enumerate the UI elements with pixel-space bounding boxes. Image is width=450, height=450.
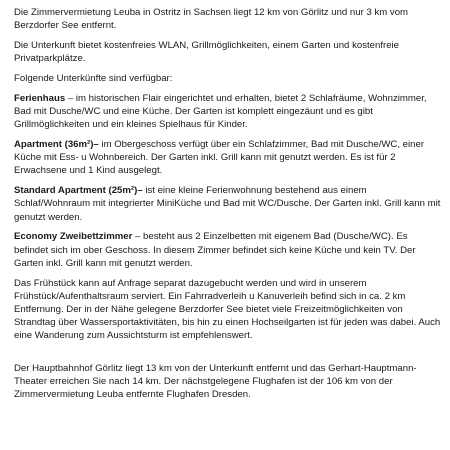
breakfast-paragraph: Das Frühstück kann auf Anfrage separat dazugebucht werden und wird in unserem Frühstück/Aufenthaltsraum serviert. Ein Fahrradverleih u Kanuverleih befind sich in ca. 2 km Entfernung. Der in der Nähe gelegene Berzdorfer See bietet viele Freizeitmöglichkeiten von Strandtag über Wassersportaktivitäten, bis hin zu einen Hochseilgarten ist für jeden was dabei. Auch eine Wanderung zum Aussichtsturm ist empfehlenswert. bbox=[14, 277, 441, 342]
unit-description: – im historischen Flair eingerichtet und erhalten, bietet 2 Schlafräume, Wohnzimmer, Bad mit Dusche/WC und eine Küche. Der Garten ist komplett eingezäunt und es gibt Grillmöglichkeiten und ein kleines Spielhaus für Kinder. bbox=[14, 92, 427, 131]
unit-ferienhaus bbox=[14, 92, 442, 132]
unit-name: Standard Apartment (25m²)– bbox=[14, 185, 143, 197]
units-heading: Folgende Unterkünfte sind verfügbar: bbox=[14, 73, 173, 84]
unit-standard-apartment bbox=[14, 184, 442, 224]
transport-paragraph: Der Hauptbahnhof Görlitz liegt 13 km von der Unterkunft entfernt und das Gerhart-Hauptmann-Theater erreichen Sie nach 14 km. Der nächstgelegene Flughafen ist der 106 km von der Zimmervermietung Leuba entfernte Flughafen Dresden. bbox=[14, 362, 417, 401]
unit-name: Apartment (36m²)– bbox=[14, 139, 99, 150]
amenities-paragraph: Die Unterkunft bietet kostenfreies WLAN, Grillmöglichkeiten, einem Garten und kostenfreie Privatparkplätze. bbox=[14, 40, 399, 65]
unit-economy-room bbox=[14, 230, 442, 270]
unit-description: im Obergeschoss verfügt über ein Schlafzimmer, Bad mit Dusche/WC, einer Küche mit Ess- u Wohnbereich. Der Garten inkl. Grill kann mit genutzt werden. Es ist für 2 Erwachsene und 1 Kind ausgelegt. bbox=[14, 139, 425, 177]
unit-apartment bbox=[14, 138, 442, 178]
document-body bbox=[14, 6, 442, 408]
unit-name: Ferienhaus bbox=[14, 92, 66, 104]
unit-description: ist eine kleine Ferienwohnung bestehend aus einem Schlaf/Wohnraum mit integrierter MiniKüche und Bad mit WC/Dusche. Der Garten inkl. Grill kann mit genutzt werden. bbox=[14, 185, 441, 223]
intro-paragraph: Die Zimmervermietung Leuba in Ostritz in Sachsen liegt 12 km von Görlitz und nur 3 km vom Berzdorfer See entfernt. bbox=[14, 7, 409, 32]
unit-description: – besteht aus 2 Einzelbetten mit eigenem Bad (Dusche/WC). Es befindet sich im ober Geschoss. In diesem Zimmer befindet sich keine Küche und kein TV. Der Garten inkl. Grill kann mit genutzt werden. bbox=[14, 231, 416, 269]
unit-name: Economy Zweibettzimmer bbox=[14, 231, 133, 243]
